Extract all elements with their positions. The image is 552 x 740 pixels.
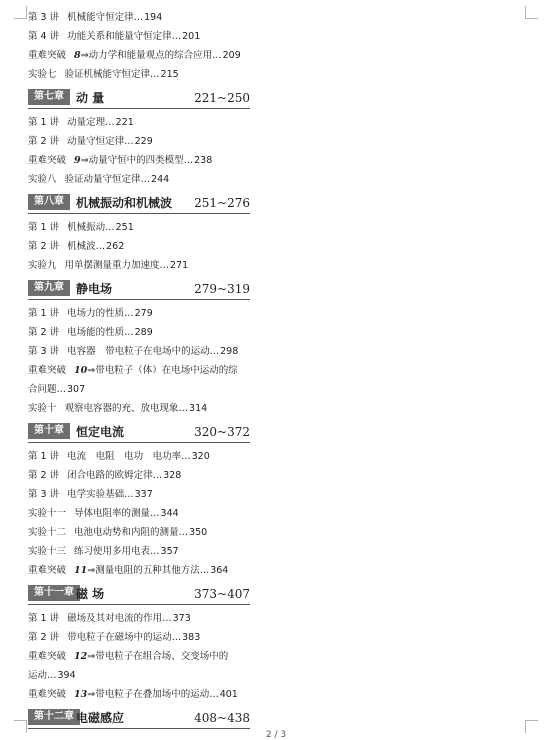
entry-label: 重难突破 (28, 365, 67, 376)
leader-dots: … (199, 565, 209, 576)
toc-entry[interactable] (28, 561, 250, 580)
chapter-tag: 第十二章 (28, 709, 80, 725)
toc-entry-continued[interactable] (28, 380, 250, 399)
entry-title-text: 电场能的性质 (67, 327, 125, 338)
entry-title-text: 动量守恒定律 (67, 136, 125, 147)
entry-page-number: 221 (115, 117, 134, 128)
leader-dots: … (178, 527, 188, 538)
entry-label: 实验十 (28, 403, 57, 414)
toc-entry[interactable] (28, 361, 250, 380)
chapter-page-range: 373~407 (194, 587, 250, 601)
entry-page-number: 401 (219, 689, 238, 700)
entry-title (74, 689, 209, 700)
entry-label: 第 3 讲 (28, 346, 60, 357)
entry-title (67, 632, 172, 643)
leader-dots: … (171, 31, 181, 42)
toc-entry[interactable] (28, 485, 250, 504)
entry-title (74, 365, 238, 376)
entry-label: 实验十一 (28, 508, 67, 519)
entry-title-text: 磁场及其对电流的作用 (67, 613, 163, 624)
entry-label: 第 1 讲 (28, 613, 60, 624)
entry-title-text: ⇒动量守恒中的四类模型 (80, 155, 184, 166)
entry-page-number: 229 (134, 136, 153, 147)
entry-label: 第 2 讲 (28, 632, 60, 643)
entry-title-text: ⇒带电粒子在组合场、交变场中的 (87, 651, 229, 662)
entry-title (67, 12, 134, 23)
entry-label: 第 2 讲 (28, 136, 60, 147)
entry-title (67, 136, 124, 147)
leader-dots: … (152, 470, 162, 481)
entry-label: 第 3 讲 (28, 12, 60, 23)
entry-title (74, 155, 184, 166)
entry-page-number: 383 (182, 632, 201, 643)
entry-label: 实验十二 (28, 527, 67, 538)
toc-entry[interactable] (28, 113, 250, 132)
page-indicator: 2 / 3 (265, 730, 287, 740)
toc-entry[interactable] (28, 304, 250, 323)
entry-title-text: ⇒带电粒子在叠加场中的运动 (87, 689, 210, 700)
entry-page-number: 262 (106, 241, 125, 252)
entry-title (65, 260, 160, 271)
entry-title-text: 机械能守恒定律 (67, 12, 134, 23)
toc-entry[interactable] (28, 647, 250, 666)
leader-dots: … (209, 689, 218, 700)
entry-num: 9 (74, 155, 81, 166)
toc-entry[interactable] (28, 8, 250, 27)
entry-label: 重难突破 (28, 651, 67, 662)
entry-page-number: 238 (194, 155, 213, 166)
entry-title-text: 验证机械能守恒定律 (64, 69, 151, 80)
chapter-name: 机械振动和机械波 (76, 196, 173, 210)
entry-title (67, 308, 124, 319)
entry-title (65, 174, 141, 185)
entry-label: 第 2 讲 (28, 470, 60, 481)
entry-page-number: 320 (191, 451, 210, 462)
chapter-tag: 第十章 (28, 423, 70, 439)
leader-dots: … (105, 222, 114, 233)
chapter-heading[interactable] (28, 193, 250, 214)
entry-title-text: 用单摆测量重力加速度 (64, 260, 160, 271)
entry-title (74, 50, 212, 61)
entry-page-number: 298 (220, 346, 239, 357)
chapter-heading[interactable] (28, 88, 250, 109)
entry-title-text: 观察电容器的充、放电现象 (64, 403, 179, 414)
entry-page-number: 251 (115, 222, 134, 233)
leader-dots: … (124, 489, 133, 500)
entry-num: 11 (74, 565, 88, 576)
entry-page-number: 201 (182, 31, 201, 42)
entry-page-number: 194 (144, 12, 163, 23)
toc-entry[interactable] (28, 399, 250, 418)
entry-title-text: ⇒测量电阻的五种其他方法 (87, 565, 200, 576)
toc-entry[interactable] (28, 170, 250, 189)
leader-dots: … (150, 69, 159, 80)
entry-page-number: 244 (151, 174, 170, 185)
entry-title-text: 电场力的性质 (67, 308, 125, 319)
entry-title-text: 机械波 (67, 241, 96, 252)
entry-page-number: 350 (189, 527, 208, 538)
entry-label: 第 1 讲 (28, 308, 60, 319)
leader-dots: … (183, 155, 193, 166)
chapter-name: 恒定电流 (76, 425, 125, 439)
chapter-name: 静电场 (76, 282, 113, 296)
crop-mark-top-right (525, 6, 538, 19)
entry-title-text: 电流 电阻 电功 电功率 (67, 451, 182, 462)
entry-page-number: 337 (134, 489, 153, 500)
entry-title-text: 功能关系和能量守恒定律 (67, 31, 172, 42)
toc-entry[interactable] (28, 628, 250, 647)
entry-title (67, 489, 124, 500)
entry-title (67, 241, 96, 252)
entry-label: 重难突破 (28, 689, 67, 700)
chapter-tag: 第九章 (28, 280, 70, 296)
entry-label: 实验七 (28, 69, 57, 80)
chapter-heading[interactable] (28, 584, 250, 605)
entry-title-text: 机械振动 (67, 222, 106, 233)
chapter-heading[interactable] (28, 708, 250, 729)
entry-page-number: 364 (210, 565, 229, 576)
entry-title (67, 470, 153, 481)
leader-dots: … (209, 346, 219, 357)
leader-dots: … (150, 508, 159, 519)
chapter-heading[interactable] (28, 279, 250, 300)
entry-title (74, 565, 200, 576)
toc-entry[interactable] (28, 504, 250, 523)
leader-dots: … (140, 174, 150, 185)
chapter-page-range: 408~438 (194, 711, 250, 725)
crop-mark-top-left (14, 6, 27, 19)
toc-entry[interactable] (28, 447, 250, 466)
leader-dots: … (150, 546, 159, 557)
entry-title-text: 练习使用多用电表 (74, 546, 151, 557)
chapter-page-range: 320~372 (194, 425, 250, 439)
toc-entry[interactable] (28, 542, 250, 561)
chapter-tag: 第八章 (28, 194, 70, 210)
table-of-contents (28, 8, 250, 733)
toc-entry[interactable] (28, 685, 250, 704)
entry-page-number: 357 (160, 546, 179, 557)
entry-title-text: 带电粒子在磁场中的运动 (67, 632, 172, 643)
chapter-heading[interactable] (28, 422, 250, 443)
chapter-tag: 第十一章 (28, 585, 80, 601)
entry-title (74, 651, 228, 662)
entry-page-number: 344 (160, 508, 179, 519)
entry-page-number: 307 (67, 384, 86, 395)
entry-title (67, 327, 124, 338)
entry-label: 实验九 (28, 260, 57, 271)
entry-title-text: 电学实验基础 (67, 489, 125, 500)
entry-label: 第 2 讲 (28, 241, 60, 252)
entry-page-number: 373 (172, 613, 191, 624)
leader-dots: … (47, 670, 56, 681)
leader-dots: … (105, 117, 114, 128)
entry-label: 重难突破 (28, 565, 67, 576)
chapter-page-range: 279~319 (194, 282, 250, 296)
leader-dots: … (95, 241, 105, 252)
entry-title (74, 527, 179, 538)
toc-entry[interactable] (28, 523, 250, 542)
entry-page-number: 289 (134, 327, 153, 338)
leader-dots: … (124, 136, 133, 147)
entry-page-number: 271 (170, 260, 189, 271)
entry-title-text: 动量定理 (67, 117, 106, 128)
entry-page-number: 314 (189, 403, 208, 414)
entry-title (67, 346, 210, 357)
chapter-page-range: 251~276 (194, 196, 250, 210)
leader-dots: … (56, 384, 66, 395)
entry-label: 第 1 讲 (28, 117, 60, 128)
leader-dots: … (133, 12, 143, 23)
entry-num: 10 (74, 365, 88, 376)
entry-title (67, 613, 162, 624)
entry-label: 重难突破 (28, 155, 67, 166)
toc-entry[interactable] (28, 218, 250, 237)
entry-title (67, 117, 105, 128)
chapter-name: 电磁感应 (76, 711, 125, 725)
entry-title (67, 222, 105, 233)
leader-dots: … (124, 327, 133, 338)
entry-title-text: ⇒动力学和能量观点的综合应用 (80, 50, 213, 61)
toc-entry[interactable] (28, 342, 250, 361)
chapter-tag: 第七章 (28, 89, 70, 105)
leader-dots: … (162, 613, 171, 624)
chapter-page-range: 221~250 (194, 91, 250, 105)
entry-label: 第 4 讲 (28, 31, 60, 42)
entry-title (67, 451, 181, 462)
entry-label: 实验八 (28, 174, 57, 185)
leader-dots: … (171, 632, 181, 643)
entry-title (65, 403, 179, 414)
entry-page-number: 215 (160, 69, 179, 80)
entry-label: 重难突破 (28, 50, 67, 61)
entry-page-number: 209 (222, 50, 241, 61)
entry-title (65, 69, 151, 80)
leader-dots: … (212, 50, 221, 61)
entry-title-text: 验证动量守恒定律 (64, 174, 141, 185)
entry-title-text: 导体电阻率的测量 (74, 508, 151, 519)
entry-label: 第 1 讲 (28, 451, 60, 462)
entry-page-number: 394 (57, 670, 76, 681)
leader-dots: … (124, 308, 133, 319)
entry-title-text: 电池电动势和内阻的测量 (74, 527, 179, 538)
entry-page-number: 328 (163, 470, 182, 481)
leader-dots: … (181, 451, 190, 462)
leader-dots: … (178, 403, 188, 414)
toc-entry[interactable] (28, 151, 250, 170)
entry-label: 第 3 讲 (28, 489, 60, 500)
toc-entry[interactable] (28, 65, 250, 84)
entry-title-text: ⇒带电粒子（体）在电场中运动的综 (87, 365, 238, 376)
toc-entry[interactable] (28, 132, 250, 151)
entry-title (74, 546, 150, 557)
toc-entry[interactable] (28, 609, 250, 628)
entry-label: 第 1 讲 (28, 222, 60, 233)
toc-entry-continued[interactable] (28, 666, 250, 685)
toc-entry[interactable] (28, 256, 250, 275)
entry-num: 12 (74, 651, 88, 662)
toc-entry[interactable] (28, 237, 250, 256)
entry-title (74, 508, 150, 519)
entry-label: 第 2 讲 (28, 327, 60, 338)
entry-num: 13 (74, 689, 88, 700)
toc-entry[interactable] (28, 27, 250, 46)
toc-entry[interactable] (28, 466, 250, 485)
entry-title-continued: 合问题 (28, 384, 57, 395)
entry-title (67, 31, 172, 42)
toc-entry[interactable] (28, 323, 250, 342)
entry-title-text: 闭合电路的欧姆定律 (67, 470, 153, 481)
leader-dots: … (159, 260, 169, 271)
toc-entry[interactable] (28, 46, 250, 65)
entry-page-number: 279 (134, 308, 153, 319)
entry-label: 实验十三 (28, 546, 67, 557)
chapter-name: 动 量 (76, 91, 105, 105)
chapter-name: 磁 场 (76, 587, 105, 601)
entry-num: 8 (74, 50, 81, 61)
entry-title-text: 电容器 带电粒子在电场中的运动 (67, 346, 210, 357)
entry-title-continued: 运动 (28, 670, 48, 681)
